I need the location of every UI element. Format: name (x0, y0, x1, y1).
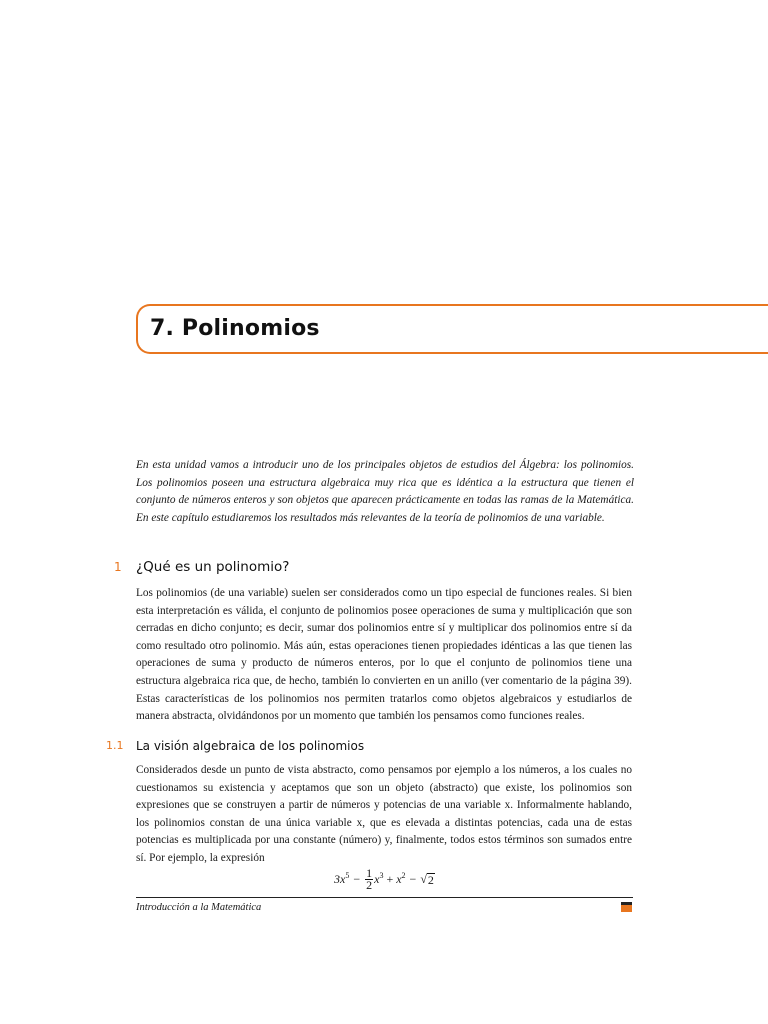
fraction-denominator: 2 (366, 877, 373, 892)
sqrt-radicand: 2 (427, 872, 434, 887)
fraction-numerator: 1 (366, 865, 373, 880)
formula-minus-2: − (409, 871, 417, 886)
polynomial-formula (334, 862, 435, 896)
formula-sqrt (420, 872, 435, 887)
formula-term1-base: 3x (334, 872, 346, 886)
formula-term2-exp: 3 (379, 871, 384, 880)
footer-rule (136, 897, 633, 898)
footer-text: Introducción a la Matemática (136, 902, 262, 913)
sqrt-symbol: √ (420, 871, 427, 886)
formula-plus: + (386, 871, 394, 886)
section-paragraph: Los polinomios (de una variable) suelen ser considerados como un tipo especial de funciones reales. Si bien esta interpretación es válida, el conjunto de polinomios posee operaciones de suma y multiplicación que son cerradas en dicho conjunto; es decir, sumar dos polinomios entre sí y multiplicar dos polinomios entre sí da como resultado otro polinomio. Más aún, estas operaciones tienen propiedades idénticas a las que tienen las operaciones de suma y producto de números enteros, por lo que el conjunto de polinomios tiene una estructura algebraica rica que, de hecho, también lo convierten en un anillo (ver comentario de la página 39). Estas características de los polinomios nos permiten tratarlos como objetos algebraicos y estudiarlos de manera abstracta, olvidándonos por un momento que también los pensamos como funciones reales. (136, 587, 632, 723)
formula-term2 (374, 871, 383, 887)
formula-term1-exp: 5 (345, 871, 350, 880)
section-number: 1 (114, 560, 122, 574)
subsection-paragraph: Considerados desde un punto de vista abstracto, como pensamos por ejemplo a los números, a los cuales no cuestionamos su existencia y aceptamos que son un objeto (abstracto) que existe, los polinomios son expresiones que se construyen a partir de números y potencias de una variable x. Informalmente hablando, los polinomios constan de una única variable x, que es elevada a distintas potencias, cada una de estas potencias es multiplicada por una constante (número) y, finalmente, todos estos términos son sumados entre sí. Por ejemplo, la expresión (136, 764, 632, 864)
formula-term1 (334, 871, 349, 887)
chapter-abstract: En esta unidad vamos a introducir uno de los principales objetos de estudios del Álgebra: los polinomios. Los polinomios poseen una estructura algebraica muy rica que es idéntica a la estructura que tienen el conjunto de números enteros y son objetos que aparecen prácticamente en todas las ramas de la Matemática. En este capítulo estudiaremos los resultados más relevantes de la teoría de polinomios de una variable. (136, 459, 634, 524)
formula-term3-base: x (396, 872, 402, 886)
section-title: ¿Qué es un polinomio? (136, 559, 290, 575)
subsection-title: La visión algebraica de los polinomios (136, 739, 365, 753)
formula-minus-1: − (353, 871, 361, 886)
chapter-title: 7. Polinomios (150, 316, 320, 341)
footer-marker-icon (621, 902, 632, 912)
formula-term3-exp: 2 (401, 871, 406, 880)
formula-term2-base: x (374, 872, 380, 886)
formula-term3 (396, 871, 405, 887)
formula-fraction (365, 865, 373, 892)
subsection-number: 1.1 (106, 739, 124, 752)
